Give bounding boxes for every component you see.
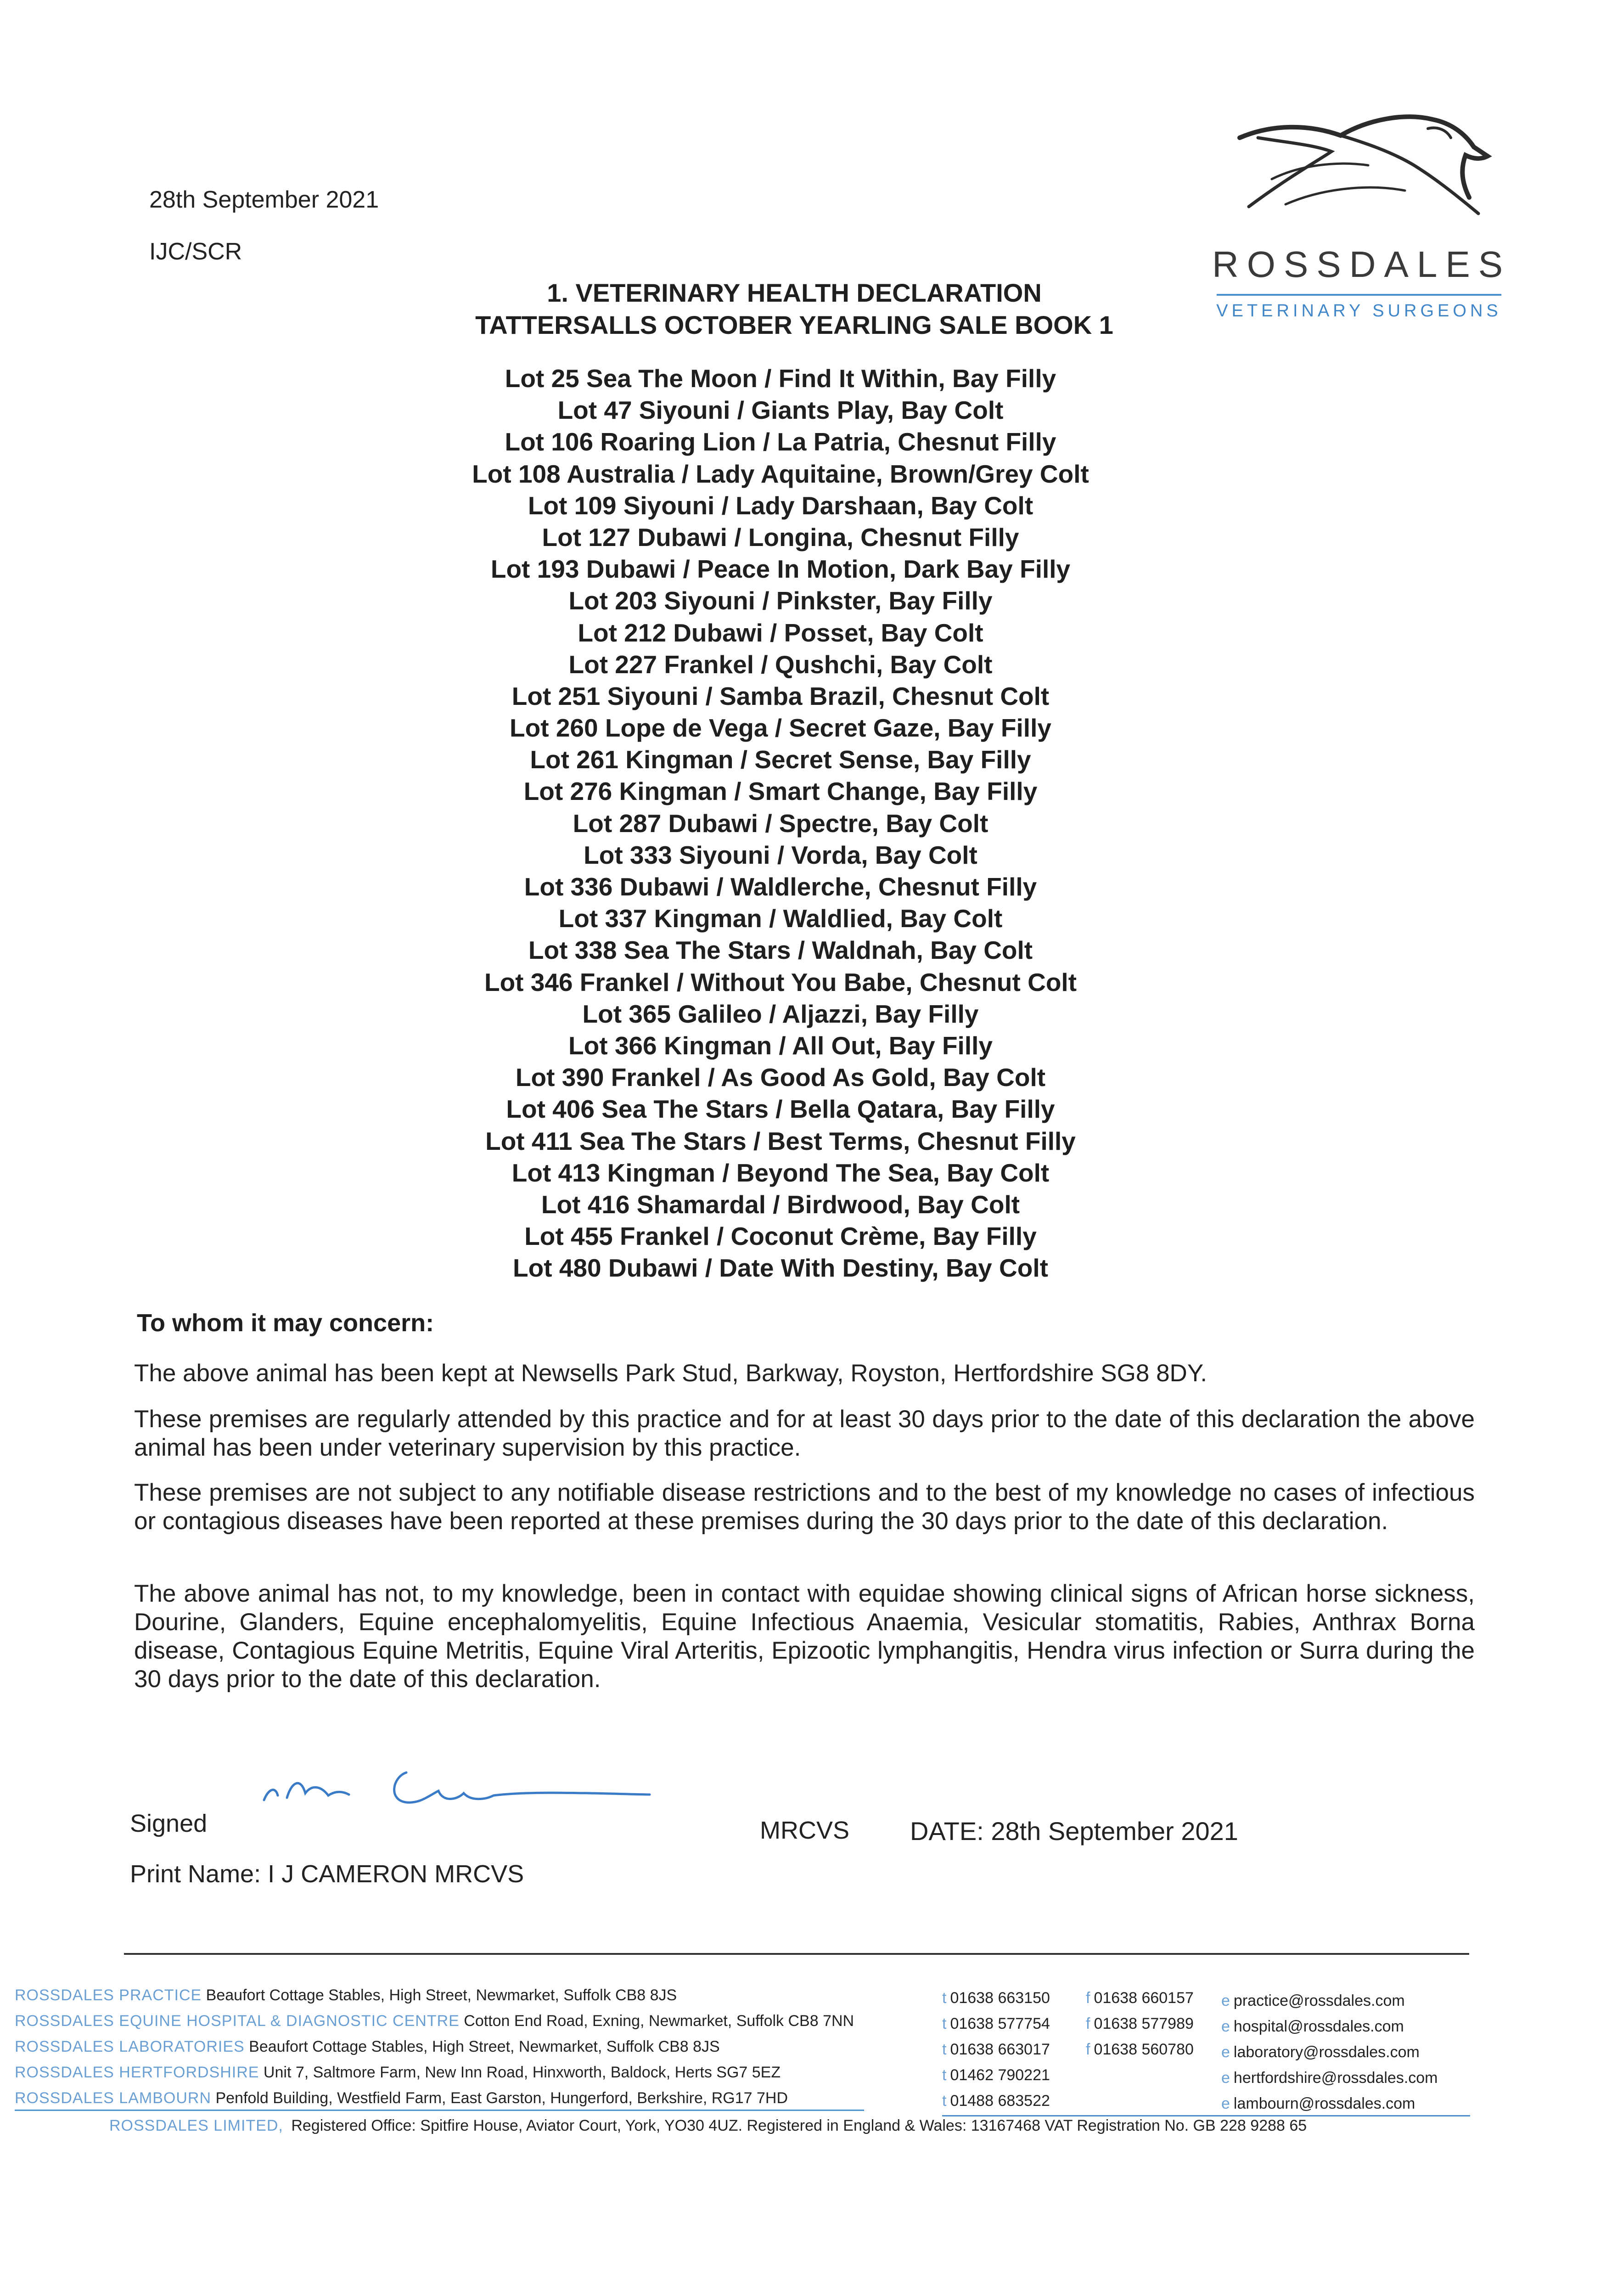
- declaration-date: DATE: 28th September 2021: [910, 1817, 1238, 1846]
- office-address-row: [15, 2034, 720, 2060]
- signed-label: Signed: [130, 1810, 208, 1837]
- lot-list: [404, 363, 1157, 1284]
- footer-divider: [124, 1953, 1469, 1955]
- print-name: Print Name: I J CAMERON MRCVS: [130, 1860, 524, 1888]
- signature-scribble: [255, 1745, 668, 1828]
- logo-divider: [1217, 294, 1501, 296]
- company-registration: Registered Office: Spitfire House, Aviator Court, York, YO30 4UZ. Registered in England & Wales: 13167468 VAT Registration No. GB 228 9288 65: [291, 2117, 1307, 2134]
- office-fax: f 01638 577989: [1086, 2015, 1194, 2032]
- lot-item: Lot 337 Kingman / Waldlied, Bay Colt: [558, 904, 1003, 933]
- lot-item: Lot 251 Siyouni / Samba Brazil, Chesnut Colt: [511, 681, 1050, 710]
- sale-title: TATTERSALLS OCTOBER YEARLING SALE BOOK 1: [475, 310, 1113, 339]
- office-address-row: [15, 1982, 677, 2008]
- office-phone: t 01638 663150: [942, 1989, 1050, 2007]
- office-address: Beaufort Cottage Stables, High Street, Newmarket, Suffolk CB8 8JS: [249, 2038, 720, 2055]
- lot-item: Lot 25 Sea The Moon / Find It Within, Bay Filly: [505, 364, 1056, 393]
- lot-item: Lot 260 Lope de Vega / Secret Gaze, Bay Filly: [510, 714, 1051, 743]
- office-address-row: [15, 2060, 781, 2085]
- office-fax: f 01638 560780: [1086, 2041, 1194, 2058]
- salutation: To whom it may concern:: [137, 1309, 434, 1337]
- paragraph-supervision: These premises are regularly attended by this practice and for at least 30 days prior to the date of this declaration the above animal has been under veterinary supervision by this practice.: [134, 1406, 1475, 1461]
- office-address-row: [15, 2008, 854, 2034]
- lot-item: Lot 416 Shamardal / Birdwood, Bay Colt: [541, 1190, 1020, 1219]
- lot-item: Lot 413 Kingman / Beyond The Sea, Bay Colt: [511, 1158, 1050, 1187]
- lot-item: Lot 109 Siyouni / Lady Darshaan, Bay Colt: [528, 491, 1033, 520]
- office-email[interactable]: e laboratory@rossdales.com: [1221, 2043, 1420, 2061]
- office-address: Beaufort Cottage Stables, High Street, Newmarket, Suffolk CB8 8JS: [206, 1986, 677, 2004]
- lot-item: Lot 406 Sea The Stars / Bella Qatara, Bay Filly: [506, 1095, 1055, 1124]
- lot-item: Lot 203 Siyouni / Pinkster, Bay Filly: [568, 586, 993, 615]
- office-phone: t 01462 790221: [942, 2066, 1050, 2084]
- lot-item: Lot 333 Siyouni / Vorda, Bay Colt: [584, 840, 977, 869]
- office-name: ROSSDALES EQUINE HOSPITAL & DIAGNOSTIC CENTRE: [15, 2012, 460, 2030]
- office-email[interactable]: e practice@rossdales.com: [1221, 1992, 1405, 2009]
- lot-item: Lot 455 Frankel / Coconut Crème, Bay Filly: [524, 1222, 1037, 1251]
- lot-item: Lot 261 Kingman / Secret Sense, Bay Filly: [530, 745, 1031, 774]
- lot-item: Lot 411 Sea The Stars / Best Terms, Chesnut Filly: [485, 1126, 1076, 1155]
- registered-office: [109, 2117, 1307, 2135]
- letter-reference: IJC/SCR: [149, 238, 242, 265]
- lot-item: Lot 365 Galileo / Aljazzi, Bay Filly: [582, 999, 979, 1028]
- lot-item: Lot 193 Dubawi / Peace In Motion, Dark Bay Filly: [490, 555, 1071, 584]
- lot-item: Lot 212 Dubawi / Posset, Bay Colt: [578, 618, 983, 647]
- office-phone: t 01488 683522: [942, 2092, 1050, 2110]
- paragraph-contact: The above animal has not, to my knowledge, been in contact with equidae showing clinical signs of African horse sickness, Dourine, Glanders, Equine encephalomyelitis, Equine Infectious Anaemia, Vesicular stomatitis, Rabies, Anthrax Borna disease, Contagious Equine Metritis, Equine Viral Arteritis, Epizootic lymphangitis, Hendra virus infection or Surra during the 30 days prior to the date of this declaration.: [134, 1580, 1475, 1693]
- mrcvs-label: MRCVS: [760, 1817, 850, 1844]
- lot-item: Lot 227 Frankel / Qushchi, Bay Colt: [568, 650, 993, 679]
- paragraph-premises: The above animal has been kept at Newsells Park Stud, Barkway, Royston, Hertfordshire SG8 8DY.: [134, 1360, 1207, 1387]
- paragraph-restrictions: These premises are not subject to any notifiable disease restrictions and to the best of my knowledge no cases of infectious or contagious diseases have been reported at these premises during the 30 days prior to the date of this declaration.: [134, 1479, 1475, 1535]
- office-address: Unit 7, Saltmore Farm, New Inn Road, Hinxworth, Baldock, Herts SG7 5EZ: [263, 2064, 781, 2081]
- office-phone: t 01638 663017: [942, 2041, 1050, 2058]
- office-fax: f 01638 660157: [1086, 1989, 1194, 2007]
- office-address: Cotton End Road, Exning, Newmarket, Suffolk CB8 7NN: [464, 2012, 854, 2030]
- lot-item: Lot 338 Sea The Stars / Waldnah, Bay Colt: [528, 936, 1033, 965]
- footer-contact-underline: [942, 2115, 1470, 2116]
- lot-item: Lot 346 Frankel / Without You Babe, Chesnut Colt: [484, 968, 1077, 996]
- office-address: Penfold Building, Westfield Farm, East Garston, Hungerford, Berkshire, RG17 7HD: [215, 2089, 788, 2107]
- lot-item: Lot 336 Dubawi / Waldlerche, Chesnut Filly: [524, 872, 1037, 901]
- lot-item: Lot 106 Roaring Lion / La Patria, Chesnut Filly: [505, 428, 1056, 456]
- lot-item: Lot 390 Frankel / As Good As Gold, Bay Colt: [515, 1063, 1046, 1092]
- letter-date: 28th September 2021: [149, 186, 379, 213]
- company-name: ROSSDALES LIMITED,: [109, 2117, 283, 2134]
- logo-subtitle: VETERINARY SURGEONS: [1216, 301, 1502, 321]
- office-address-row: [15, 2085, 788, 2111]
- office-name: ROSSDALES LAMBOURN: [15, 2089, 211, 2107]
- logo-wordmark: ROSSDALES: [1212, 244, 1511, 285]
- horse-logo-icon: [1230, 110, 1497, 243]
- office-phone: t 01638 577754: [942, 2015, 1050, 2032]
- office-name: ROSSDALES HERTFORDSHIRE: [15, 2064, 259, 2081]
- lot-item: Lot 47 Siyouni / Giants Play, Bay Colt: [557, 396, 1004, 425]
- lot-item: Lot 480 Dubawi / Date With Destiny, Bay Colt: [513, 1254, 1048, 1283]
- office-name: ROSSDALES LABORATORIES: [15, 2038, 245, 2055]
- lot-item: Lot 108 Australia / Lady Aquitaine, Brown/Grey Colt: [472, 459, 1089, 488]
- lot-item: Lot 276 Kingman / Smart Change, Bay Filly: [523, 777, 1038, 806]
- declaration-title: 1. VETERINARY HEALTH DECLARATION: [547, 278, 1042, 307]
- lot-item: Lot 127 Dubawi / Longina, Chesnut Filly: [542, 523, 1019, 551]
- office-email[interactable]: e lambourn@rossdales.com: [1221, 2095, 1415, 2112]
- lot-item: Lot 287 Dubawi / Spectre, Bay Colt: [573, 809, 988, 838]
- office-email[interactable]: e hospital@rossdales.com: [1221, 2018, 1404, 2035]
- rossdales-logo: [1212, 110, 1511, 326]
- office-name: ROSSDALES PRACTICE: [15, 1986, 202, 2004]
- office-email[interactable]: e hertfordshire@rossdales.com: [1221, 2069, 1438, 2087]
- lot-item: Lot 366 Kingman / All Out, Bay Filly: [568, 1031, 993, 1060]
- footer-address-underline: [15, 2110, 864, 2111]
